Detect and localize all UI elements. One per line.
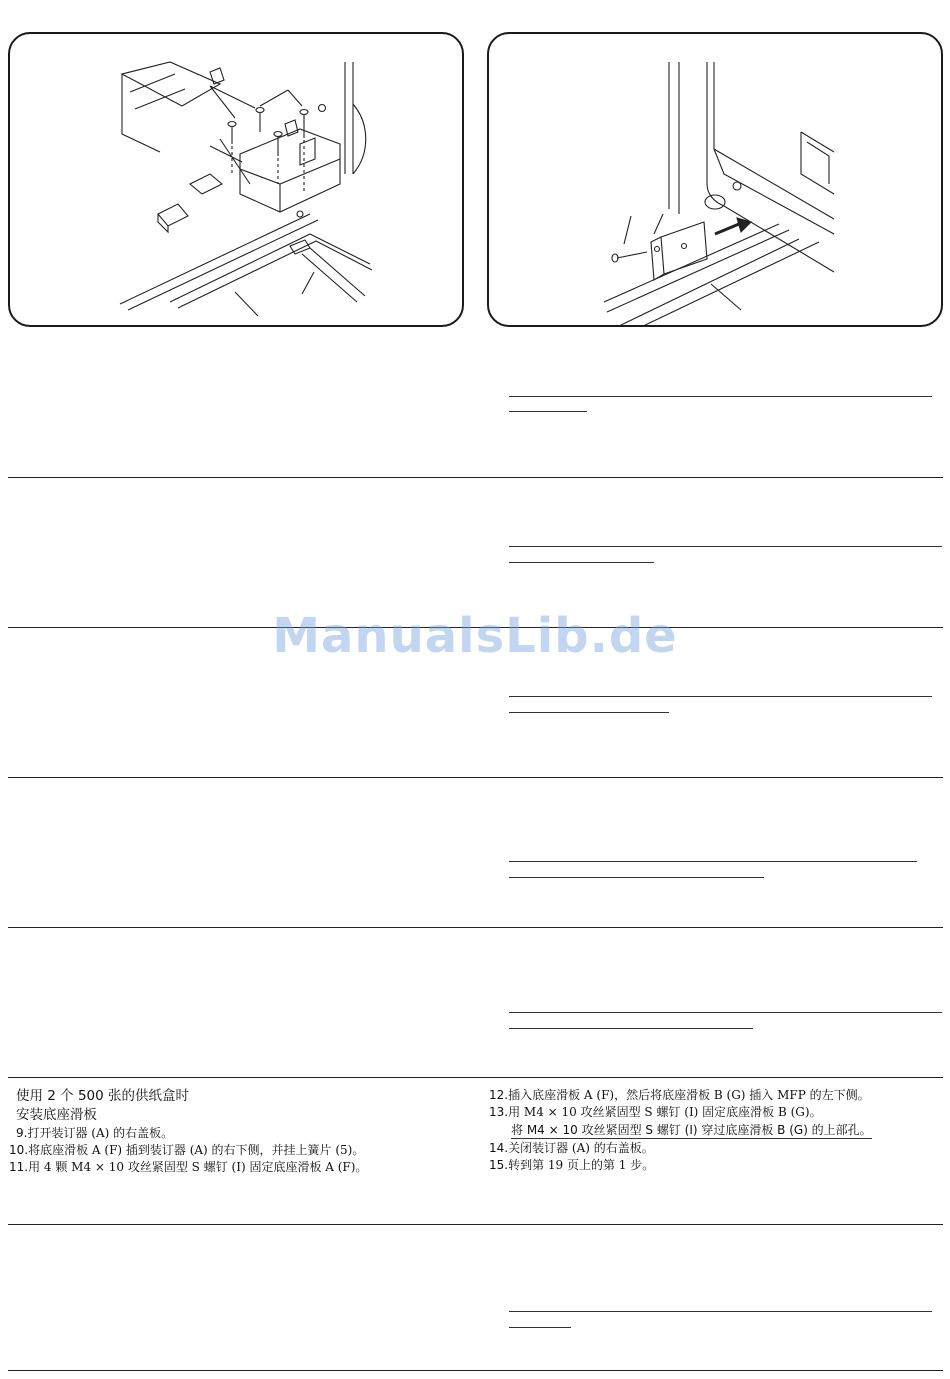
step-9 bbox=[16, 1125, 173, 1141]
figure-left-stapler-slide-plate bbox=[8, 32, 464, 327]
watermark: ManualsLib.de bbox=[272, 608, 678, 664]
step-13-note: 将 M4 × 10 攻丝紧固型 S 螺钉 (I) 穿过底座滑板 B (G) 的上部孔。 bbox=[511, 1123, 872, 1137]
step-text: 将底座滑板 A (F) 插到装订器 (A) 的右下侧，并挂上簧片 (5)。 bbox=[28, 1143, 365, 1157]
note-underline bbox=[509, 877, 764, 878]
note-underline bbox=[509, 1012, 942, 1013]
note-underline bbox=[509, 562, 654, 563]
step-number: 13. bbox=[489, 1105, 509, 1119]
step-number: 15. bbox=[489, 1158, 509, 1172]
illustration-right bbox=[489, 34, 943, 327]
note-underline bbox=[509, 396, 932, 397]
step-number: 12. bbox=[489, 1088, 509, 1102]
note-underline bbox=[509, 411, 587, 412]
section-divider bbox=[8, 1370, 943, 1371]
step-number: 14. bbox=[489, 1141, 509, 1155]
step-12 bbox=[489, 1087, 870, 1103]
note-underline bbox=[509, 1311, 932, 1312]
section-divider bbox=[8, 927, 943, 928]
step-14 bbox=[489, 1140, 654, 1156]
section-divider bbox=[8, 477, 943, 478]
step-number: 9. bbox=[16, 1126, 28, 1140]
section-divider bbox=[8, 1077, 943, 1078]
step-number: 10. bbox=[9, 1143, 29, 1157]
figure-right-mfp-slide-plate bbox=[487, 32, 943, 327]
step-text: 打开装订器 (A) 的右盖板。 bbox=[27, 1126, 174, 1140]
section-divider bbox=[8, 777, 943, 778]
step-10 bbox=[9, 1142, 364, 1158]
section-title: 使用 2 个 500 张的供纸盒时 bbox=[16, 1088, 190, 1104]
step-number: 11. bbox=[9, 1160, 29, 1174]
section-subtitle: 安装底座滑板 bbox=[16, 1107, 97, 1123]
note-underline bbox=[509, 861, 917, 862]
note-underline bbox=[509, 1327, 571, 1328]
step-text: 插入底座滑板 A (F)，然后将底座滑板 B (G) 插入 MFP 的左下侧。 bbox=[508, 1088, 870, 1102]
step-text: 用 M4 × 10 攻丝紧固型 S 螺钉 (I) 固定底座滑板 B (G)。 bbox=[508, 1105, 822, 1119]
step-11 bbox=[9, 1159, 367, 1175]
step-15 bbox=[489, 1157, 654, 1173]
note-underline bbox=[509, 712, 669, 713]
step-13 bbox=[489, 1104, 822, 1120]
section-divider bbox=[8, 1224, 943, 1225]
illustration-left bbox=[10, 34, 464, 327]
note-underline bbox=[509, 1028, 753, 1029]
step-text: 关闭装订器 (A) 的右盖板。 bbox=[508, 1141, 654, 1155]
step-text: 用 4 颗 M4 × 10 攻丝紧固型 S 螺钉 (I) 固定底座滑板 A (F)。 bbox=[28, 1160, 368, 1174]
step-text: 转到第 19 页上的第 1 步。 bbox=[508, 1158, 655, 1172]
note-underline bbox=[509, 696, 932, 697]
note-underline bbox=[509, 546, 942, 547]
